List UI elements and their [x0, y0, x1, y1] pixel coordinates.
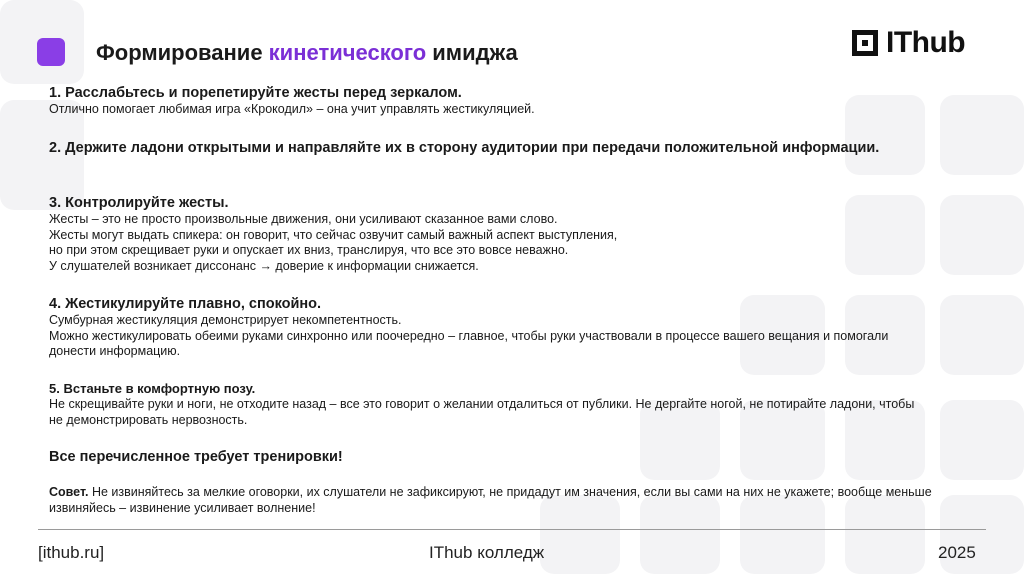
section-4-line-2: Можно жестикулировать обеими руками синхронно или поочередно – главное, чтобы руки участвовали в процессе вашего вещания и помогали донести информацию.	[49, 328, 889, 358]
section-3-heading: 3. Контролируйте жесты.	[49, 195, 229, 211]
section-3-line-4: У слушателей возникает диссонанс → доверие к информации снижается.	[49, 258, 479, 273]
tip-text: Не извиняйтесь за мелкие оговорки, их слушатели не зафиксируют, не придадут им значения, если вы сами на них не укажете; вообще меньше извиняйесь – извинение усиливает волнение!	[49, 485, 932, 515]
title-accent: кинетического	[268, 40, 427, 65]
decor-square	[845, 195, 925, 275]
section-3-line-1: Жесты – это не просто произвольные движения, они усиливают сказанное вами слово.	[49, 212, 558, 226]
section-5-heading: 5. Встаньте в комфортную позу.	[49, 381, 256, 396]
title-part-1: Формирование	[96, 40, 269, 65]
footer-divider	[38, 529, 986, 530]
section-1-line-1: Отлично помогает любимая игра «Крокодил» – она учит управлять жестикуляцией.	[49, 102, 535, 116]
ithub-logo-icon	[852, 30, 878, 56]
section-1	[49, 85, 535, 118]
decor-square	[940, 95, 1024, 175]
footer-year: 2025	[938, 543, 976, 562]
title-part-2: имиджа	[426, 40, 518, 65]
section-4-line-1: Сумбурная жестикуляция демонстрирует некомпетентность.	[49, 313, 402, 327]
section-3	[49, 195, 617, 274]
footer-site: [ithub.ru]	[38, 543, 105, 562]
summary	[49, 449, 343, 466]
decor-square	[940, 295, 1024, 375]
section-5	[49, 381, 919, 428]
ithub-logo	[852, 26, 965, 60]
section-4-heading: 4. Жестикулируйте плавно, спокойно.	[49, 296, 322, 312]
section-2-heading: 2. Держите ладони открытыми и направляйте их в сторону аудитории при передачи положительной информации.	[49, 140, 880, 156]
summary-text: Все перечисленное требует тренировки!	[49, 449, 343, 465]
footer-college: IThub колледж	[429, 543, 545, 562]
section-2	[49, 140, 929, 157]
tip-label: Совет.	[49, 485, 89, 499]
section-4	[49, 296, 919, 360]
accent-square	[37, 38, 65, 66]
section-1-heading: 1. Расслабьтесь и порепетируйте жесты перед зеркалом.	[49, 85, 462, 101]
decor-square	[940, 400, 1024, 480]
section-5-line-1: Не скрещивайте руки и ноги, не отходите назад – все это говорит о желании отдалиться от публики. Не дергайте ногой, не потирайте ладони, чтобы не демонстрировать нервозность.	[49, 397, 915, 427]
slide-title	[96, 40, 518, 66]
decor-square	[940, 195, 1024, 275]
tip	[49, 485, 939, 516]
section-3-line-2: Жесты могут выдать спикера: он говорит, что сейчас озвучит самый важный аспект выступления,	[49, 227, 618, 242]
section-3-line-3: но при этом скрещивает руки и опускает их вниз, транслируя, что все это вовсе неважно.	[49, 243, 569, 257]
decor-square	[845, 95, 925, 175]
logo-text: IThub	[886, 26, 966, 59]
